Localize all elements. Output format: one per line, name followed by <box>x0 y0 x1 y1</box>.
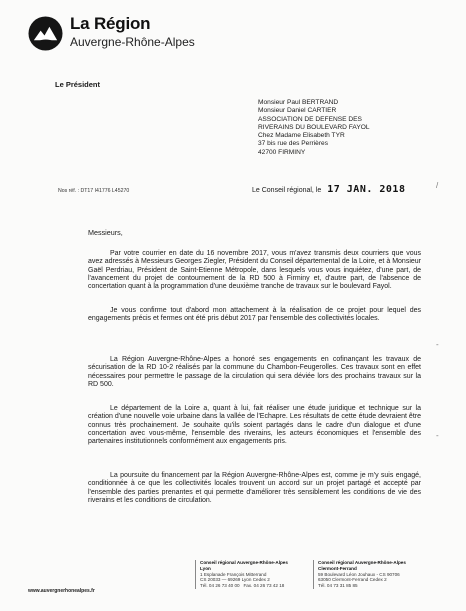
office-fax: Fax. 04 26 73 42 18 <box>243 583 285 589</box>
body-paragraph: La Région Auvergne-Rhône-Alpes a honoré ses engagements en cofinançant les travaux de sécurisation de la RD 10-2 réalisés par la commune du Chambon-Feugerolles. Ces travaux sont en effet nécessaires pour permettre le passage de la circulation qui sera déviée lors des prochains travaux sur la RD 500. <box>88 356 421 388</box>
scan-mark: / <box>436 181 439 190</box>
office-name: Conseil régional Auvergne-Rhône-Alpes <box>200 560 288 565</box>
office-phone: Tél. 04 26 73 40 00 <box>200 583 240 589</box>
office-postal: 63050 Clermont-Ferrand Cedex 2 <box>318 577 387 583</box>
brand-subtitle: Auvergne-Rhône-Alpes <box>70 35 195 49</box>
office-street: 59 Boulevard Léon Jouhaux - CS 90706 <box>318 571 400 577</box>
body-paragraph: La poursuite du financement par la Région Auvergne-Rhône-Alpes est, comme je m'y suis engagé, conditionnée à ce que les collectivités locales trouvent un accord sur un projet partagé et accepté par l'ensemble des parties prenantes et qui permette d'améliorer très sensiblement les conditions de vie des riverains et les conditions de circulation. <box>88 472 421 504</box>
footer-office-clermont <box>313 560 406 589</box>
address-line: ASSOCIATION DE DEFENSE DES <box>258 115 362 123</box>
office-phone-line <box>200 583 288 589</box>
office-postal: CS 20033 — 69269 Lyon Cedex 2 <box>200 577 270 583</box>
letter-footer <box>0 558 466 611</box>
sender-role: Le Président <box>55 80 101 89</box>
footer-website: www.auvergnerhonealpes.fr <box>28 588 95 594</box>
region-logo-icon <box>28 16 63 51</box>
office-city: Lyon <box>200 565 211 571</box>
scan-mark: - <box>436 431 439 440</box>
salutation: Messieurs, <box>88 228 123 237</box>
place-label: Le Conseil régional, le <box>252 187 322 194</box>
scan-mark: - <box>436 340 439 349</box>
body-paragraph: Je vous confirme tout d'abord mon attachement à la réalisation de ce projet pour lequel des engagements précis et fermes ont été pris début 2017 par l'ensemble des collectivités locales. <box>88 307 421 323</box>
office-street: 1 Esplanade François Mitterrand <box>200 571 267 577</box>
body-paragraph: Par votre courrier en date du 16 novembre 2017, vous m'avez transmis deux courriers que vous avez adressés à Messieurs Georges Ziegler, Président du Conseil départemental de la Loire, et à Monsieur Gaël Perdriau, Président de Saint-Etienne Métropole, dans lesquels vous vous inquiétez, d'une part, de l'avancement du projet de contournement de la RD 500 à Firminy et, d'autre part, de l'absence de concertation quant à la programmation d'une deuxième tranche de travaux sur le boulevard Fayol. <box>88 250 421 291</box>
address-line: RIVERAINS DU BOULEVARD FAYOL <box>258 123 370 131</box>
office-phone: Tél. 04 73 31 85 85 <box>318 583 358 589</box>
address-line: Chez Madame Elisabeth TYR <box>258 132 345 140</box>
address-line: 42700 FIRMINY <box>258 148 306 156</box>
body-paragraph: Le département de la Loire a, quant à lui, fait réaliser une étude juridique et technique sur la création d'une nouvelle voie urbaine dans la vallée de l'Echapre. Les résultats de cette étude devraient être connus très prochainement. Je souhaite qu'ils soient partagés dans le cadre d'un dialogue et d'une concertation avec vous-même, l'ensemble des riverains, les acteurs économiques et l'ensemble des partenaires institutionnels conformément aux engagements pris. <box>88 405 421 446</box>
office-city: Clermont-Ferrand <box>318 565 357 571</box>
address-line: Monsieur Paul BERTRAND <box>258 99 339 106</box>
recipient-address <box>258 99 370 157</box>
brand-title: La Région <box>70 14 151 33</box>
address-line: 37 bis rue des Perrières <box>258 140 329 148</box>
footer-office-lyon <box>195 560 288 589</box>
date-stamp: 17 JAN. 2018 <box>327 184 406 195</box>
office-name: Conseil régional Auvergne-Rhône-Alpes <box>318 560 406 565</box>
reference-number: Nos réf. : DT17 I41776 L45270 <box>58 188 130 194</box>
address-line: Monsieur Daniel CARTIER <box>258 107 337 115</box>
date-line <box>252 184 405 195</box>
